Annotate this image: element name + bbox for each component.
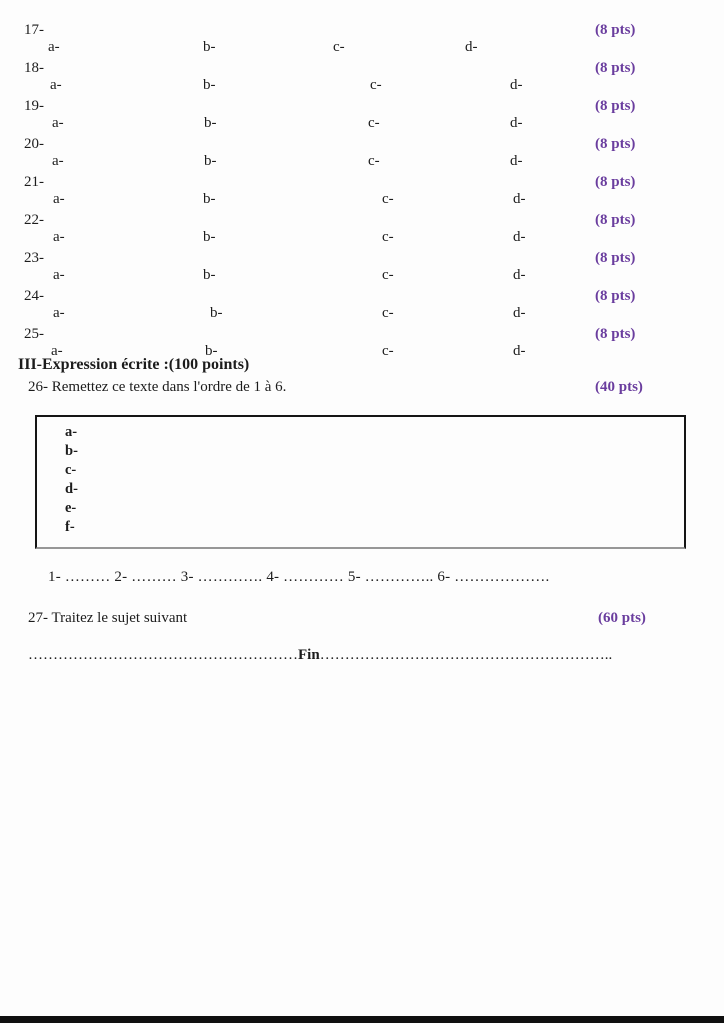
points-badge: (8 pts) [595, 174, 636, 190]
option-a: a- [50, 77, 62, 93]
text-order-box [35, 415, 686, 549]
box-item-c: c- [65, 462, 77, 478]
option-d: d- [513, 191, 526, 207]
points-badge: (8 pts) [595, 22, 636, 38]
option-c: c- [382, 191, 394, 207]
option-a: a- [53, 305, 65, 321]
points-badge: (40 pts) [595, 379, 643, 395]
option-a: a- [53, 267, 65, 283]
option-d: d- [510, 77, 523, 93]
order-answer-line: 1- ……… 2- ……… 3- …………. 4- ………… 5- ………….. 6- ………………. [48, 569, 550, 585]
bottom-scan-bar [0, 1016, 724, 1023]
option-b: b- [204, 153, 217, 169]
points-badge: (8 pts) [595, 212, 636, 228]
option-d: d- [513, 343, 526, 359]
option-b: b- [203, 229, 216, 245]
option-c: c- [382, 305, 394, 321]
option-b: b- [204, 115, 217, 131]
points-badge: (8 pts) [595, 288, 636, 304]
points-badge: (8 pts) [595, 98, 636, 114]
section-title: III-Expression écrite :(100 points) [18, 356, 250, 373]
option-d: d- [465, 39, 478, 55]
option-c: c- [382, 267, 394, 283]
points-badge: (8 pts) [595, 250, 636, 266]
option-b: b- [210, 305, 223, 321]
option-d: d- [510, 153, 523, 169]
option-a: a- [48, 39, 60, 55]
fin-label: Fin [298, 647, 320, 663]
box-item-a: a- [65, 424, 78, 440]
box-item-b: b- [65, 443, 78, 459]
option-c: c- [370, 77, 382, 93]
question-number: 25- [24, 326, 44, 342]
points-badge: (8 pts) [595, 136, 636, 152]
option-b: b- [205, 343, 218, 359]
question-number: 23- [24, 250, 44, 266]
option-d: d- [513, 267, 526, 283]
option-a: a- [52, 115, 64, 131]
question-number: 17- [24, 22, 44, 38]
fin-right-dots: ………………………………………………….. [319, 647, 613, 663]
option-a: a- [52, 153, 64, 169]
option-b: b- [203, 39, 216, 55]
option-b: b- [203, 77, 216, 93]
question-number: 19- [24, 98, 44, 114]
box-item-e: e- [65, 500, 77, 516]
option-d: d- [513, 305, 526, 321]
option-c: c- [368, 153, 380, 169]
question-number: 22- [24, 212, 44, 228]
option-d: d- [510, 115, 523, 131]
question-number: 24- [24, 288, 44, 304]
option-d: d- [513, 229, 526, 245]
fin-line [28, 647, 612, 664]
question-number: 18- [24, 60, 44, 76]
option-b: b- [203, 267, 216, 283]
box-item-d: d- [65, 481, 78, 497]
question-number: 21- [24, 174, 44, 190]
question-27-label: 27- Traitez le sujet suivant [28, 610, 188, 626]
fin-left-dots: ……………………………………………… [28, 647, 298, 663]
option-c: c- [333, 39, 345, 55]
option-c: c- [382, 229, 394, 245]
points-badge: (8 pts) [595, 326, 636, 342]
option-a: a- [53, 229, 65, 245]
question-26-label: 26- Remettez ce texte dans l'ordre de 1 à 6. [28, 379, 287, 395]
option-b: b- [203, 191, 216, 207]
option-a: a- [51, 343, 63, 359]
option-c: c- [382, 343, 394, 359]
points-badge: (60 pts) [598, 610, 646, 626]
option-a: a- [53, 191, 65, 207]
points-badge: (8 pts) [595, 60, 636, 76]
box-item-f: f- [65, 519, 75, 535]
option-c: c- [368, 115, 380, 131]
question-number: 20- [24, 136, 44, 152]
